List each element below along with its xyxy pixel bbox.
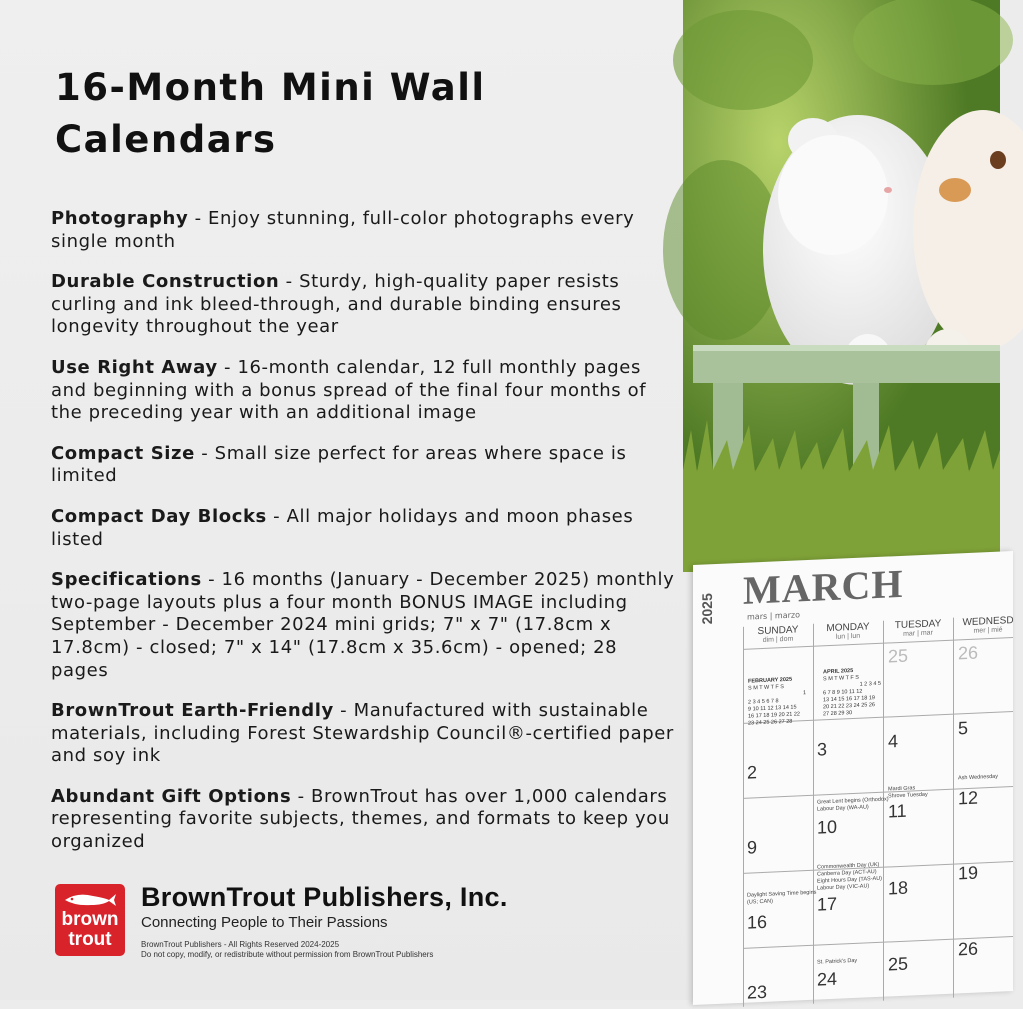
holiday-text: Labour Day (VIC-AU) bbox=[817, 883, 870, 892]
feature-list bbox=[51, 190, 676, 872]
feature-heading: Compact Day Blocks bbox=[51, 505, 267, 527]
day-number: 26 bbox=[958, 938, 979, 960]
copyright-line: Do not copy, modify, or redistribute without permission from BrownTrout Publishers bbox=[141, 950, 434, 959]
mini-calendar-title: APRIL 2025 bbox=[823, 668, 854, 676]
feature-heading: Durable Construction bbox=[51, 271, 280, 293]
grid-line bbox=[813, 624, 814, 1004]
day-number: 25 bbox=[888, 953, 909, 975]
calendar-product-image bbox=[683, 0, 1014, 1003]
day-number: 26 bbox=[958, 642, 979, 664]
day-number: 4 bbox=[888, 731, 899, 752]
feature-text: - Enjoy stunning, full-color photographs every single month bbox=[51, 208, 635, 252]
feature-item bbox=[51, 569, 676, 682]
feature-text: - 16-month calendar, 12 full monthly pages and beginning with a bonus spread of the final four months of the preceding year with an additional image bbox=[51, 356, 647, 424]
holiday-text: Eight Hours Day (TAS-AU) bbox=[817, 875, 882, 885]
feature-item bbox=[51, 208, 676, 253]
day-translation: lun | lun bbox=[835, 632, 861, 641]
bunnies-illustration bbox=[683, 0, 1000, 572]
day-number: 19 bbox=[958, 862, 979, 884]
day-number: 9 bbox=[747, 837, 758, 858]
holiday-note bbox=[817, 796, 889, 813]
day-header-monday bbox=[813, 621, 883, 642]
feature-item bbox=[51, 786, 676, 854]
mini-calendar-title: FEBRUARY 2025 bbox=[748, 676, 793, 685]
day-number: 23 bbox=[747, 981, 768, 1003]
grid-line bbox=[953, 618, 954, 998]
feature-text: - Manufactured with sustainable materials, including Forest Stewardship Council®-certified paper and soy ink bbox=[51, 700, 674, 767]
holiday-note bbox=[817, 958, 857, 967]
day-number: 25 bbox=[888, 645, 909, 667]
feature-text: - Small size perfect for areas where space is limited bbox=[51, 442, 627, 487]
holiday-text: (US; CAN) bbox=[747, 898, 773, 906]
mini-calendar-row: 9 10 11 12 13 14 15 bbox=[748, 704, 797, 713]
feature-text: - All major holidays and moon phases listed bbox=[51, 505, 634, 550]
feature-heading: BrownTrout Earth-Friendly bbox=[51, 700, 334, 722]
feature-heading: Compact Size bbox=[51, 442, 195, 464]
mini-calendar-row: 1 2 3 4 5 bbox=[859, 680, 881, 688]
holiday-text: Ash Wednesday bbox=[958, 773, 998, 782]
feature-heading: Specifications bbox=[51, 569, 202, 591]
day-number: 24 bbox=[817, 968, 838, 990]
day-number: 3 bbox=[817, 739, 828, 760]
holiday-note bbox=[817, 862, 882, 893]
calendar-year: 2025 bbox=[699, 592, 715, 625]
feature-item bbox=[51, 443, 676, 488]
mini-calendar-row: 13 14 15 16 17 18 19 bbox=[823, 695, 875, 704]
day-translation: mer | mié bbox=[973, 626, 1003, 635]
day-name: MONDAY bbox=[826, 621, 870, 635]
day-number: 11 bbox=[888, 800, 907, 822]
holiday-text: Labour Day (WA-AU) bbox=[817, 804, 869, 813]
holiday-note bbox=[888, 785, 928, 801]
holiday-text: Canberra Day (ACT-AU) bbox=[817, 868, 877, 878]
feature-heading: Photography bbox=[51, 208, 189, 229]
bunny-photo bbox=[683, 0, 1000, 572]
mini-calendar-row: 1 bbox=[802, 690, 806, 697]
calendar-page bbox=[693, 551, 1013, 1005]
calendar-month-translation: mars | marzo bbox=[747, 610, 801, 622]
day-translation: dim | dom bbox=[762, 635, 794, 644]
feature-text: - 16 months (January - December 2025) monthly two-page layouts plus a four month BONUS IMAGE including September - December 2024 mini grids; 7" x 7" (17.8cm x 17.8cm) - closed; 7" x 14" (17.8cm x 35.6cm) - opened; 28 pages bbox=[51, 569, 675, 681]
day-number: 18 bbox=[888, 877, 909, 899]
holiday-text: St. Patrick's Day bbox=[817, 957, 858, 966]
feature-item bbox=[51, 700, 676, 768]
day-number: 2 bbox=[747, 762, 758, 783]
feature-item bbox=[51, 506, 676, 551]
page-title: 16-Month Mini Wall Calendars bbox=[55, 66, 486, 161]
day-number: 16 bbox=[747, 911, 768, 933]
logo-word-trout: trout bbox=[68, 929, 112, 950]
day-translation: mar | mar bbox=[903, 629, 933, 638]
mini-calendar-row: 20 21 22 23 24 25 26 bbox=[823, 702, 875, 711]
publisher-name: BrownTrout Publishers, Inc. bbox=[141, 882, 508, 912]
publisher-block bbox=[55, 884, 655, 984]
day-header-tuesday bbox=[883, 618, 953, 639]
day-name: SUNDAY bbox=[757, 624, 799, 638]
mini-calendar-row: 16 17 18 19 20 21 22 bbox=[748, 711, 800, 720]
holiday-note bbox=[747, 890, 816, 907]
publisher-tagline: Connecting People to Their Passions bbox=[141, 914, 388, 931]
mini-calendar-row: 2 3 4 5 6 7 8 bbox=[748, 698, 779, 706]
trout-fish-icon bbox=[63, 890, 117, 910]
day-header-sunday bbox=[743, 624, 813, 645]
holiday-text: Mardi Gras bbox=[888, 785, 916, 793]
feature-item bbox=[51, 357, 676, 425]
logo-word-brown: brown bbox=[61, 909, 119, 930]
holiday-text: Great Lent begins (Orthodox) bbox=[817, 796, 889, 806]
mini-calendar-february bbox=[748, 676, 806, 728]
day-number: 17 bbox=[817, 893, 838, 915]
feature-item bbox=[51, 271, 676, 339]
day-number: 10 bbox=[817, 816, 838, 838]
holiday-text: Commonwealth Day (UK) bbox=[817, 861, 880, 871]
holiday-note bbox=[958, 774, 998, 783]
day-number: 5 bbox=[958, 717, 969, 739]
day-number: 12 bbox=[958, 787, 979, 809]
mini-calendar-row: 23 24 25 26 27 28 bbox=[748, 718, 793, 727]
day-header-wednesday bbox=[953, 615, 1023, 636]
mini-calendar-april bbox=[823, 667, 881, 719]
mini-calendar-weekdays: S M T W T F S bbox=[748, 684, 784, 692]
browntrout-logo bbox=[55, 884, 125, 956]
feature-text: - Sturdy, high-quality paper resists curling and ink bleed-through, and durable binding ensures longevity throughout the year bbox=[51, 271, 622, 338]
mini-calendar-row: 27 28 29 30 bbox=[823, 710, 853, 718]
feature-text: - BrownTrout has over 1,000 calendars representing favorite subjects, themes, and formats to keep you organized bbox=[51, 785, 670, 853]
mini-calendar-weekdays: S M T W T F S bbox=[823, 674, 859, 683]
holiday-text: Shrove Tuesday bbox=[888, 791, 928, 800]
calendar-month: MARCH bbox=[743, 560, 904, 613]
copyright-notice bbox=[141, 940, 433, 960]
feature-heading: Use Right Away bbox=[51, 356, 218, 378]
feature-heading: Abundant Gift Options bbox=[51, 785, 292, 807]
day-name: TUESDAY bbox=[894, 618, 942, 632]
copyright-line: BrownTrout Publishers - All Rights Reserved 2024-2025 bbox=[141, 940, 340, 949]
holiday-text: Daylight Saving Time begins bbox=[747, 889, 817, 899]
mini-calendar-row: 6 7 8 9 10 11 12 bbox=[823, 688, 863, 697]
day-name: WEDNESD bbox=[962, 615, 1014, 629]
grid-line bbox=[743, 627, 744, 1007]
